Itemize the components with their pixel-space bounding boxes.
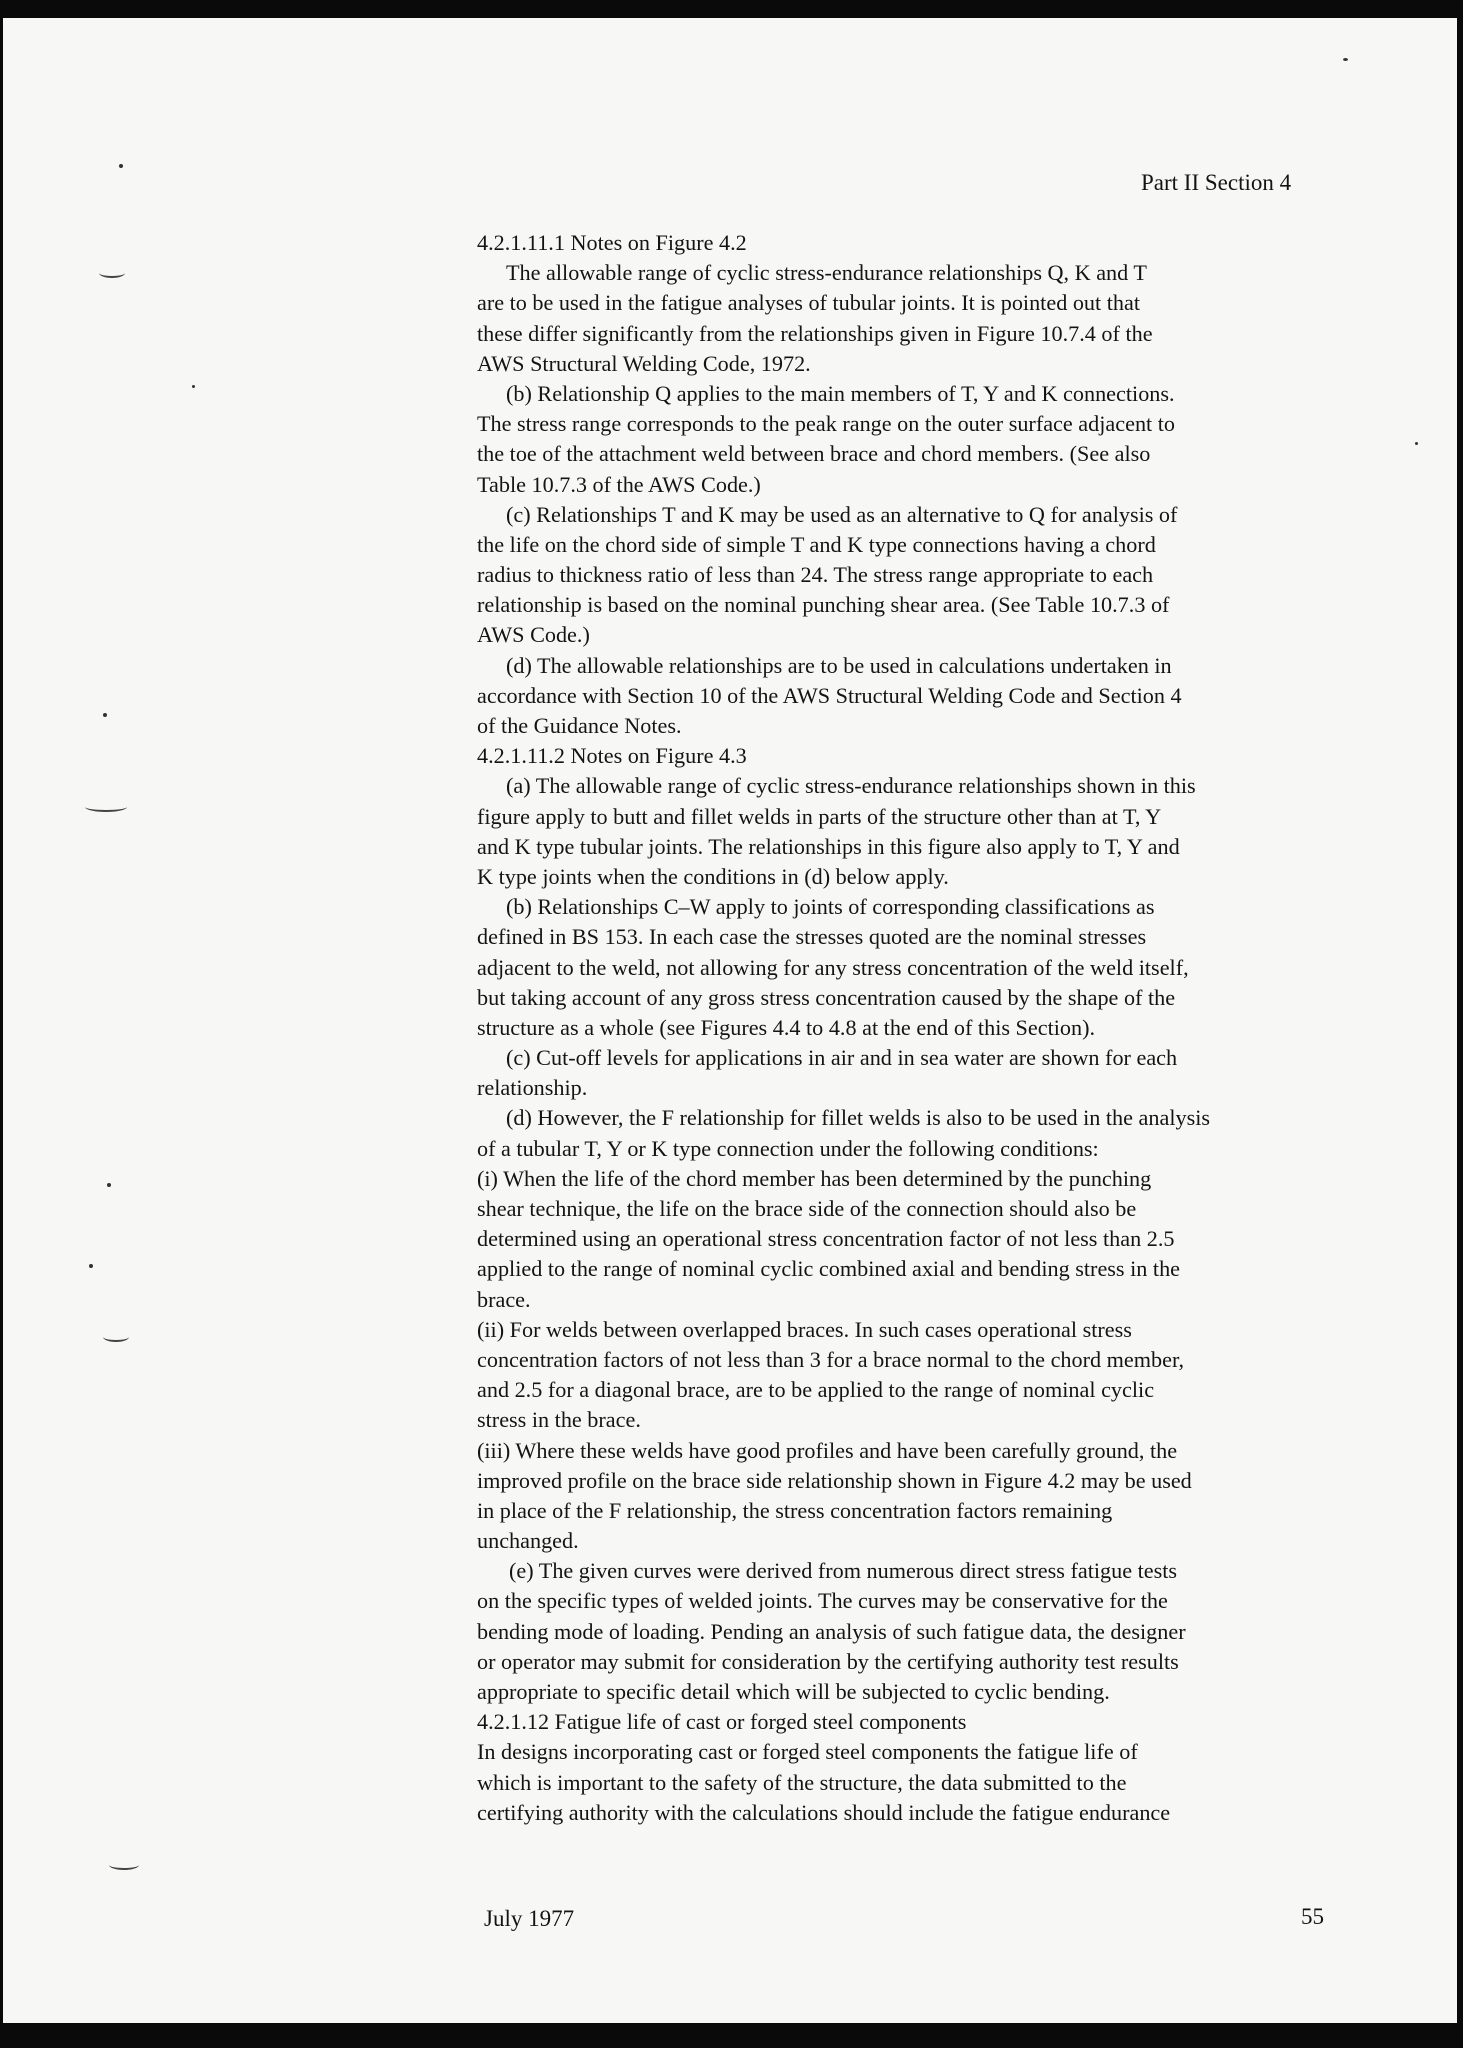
- text-line: concentration factors of not less than 3 for a brace normal to the chord member,: [477, 1346, 1184, 1372]
- text-line: (c) Relationships T and K may be used as an alternative to Q for analysis of: [506, 501, 1178, 527]
- text-line: but taking account of any gross stress concentration caused by the shape of the: [477, 984, 1176, 1010]
- document-page: [3, 18, 1457, 2023]
- scan-speck: [192, 385, 195, 388]
- text-line: of the Guidance Notes.: [477, 713, 682, 738]
- text-line: and 2.5 for a diagonal brace, are to be applied to the range of nominal cyclic: [477, 1377, 1155, 1403]
- text-line: 4.2.1.11.1 Notes on Figure 4.2: [477, 230, 747, 255]
- margin-mark: [103, 1332, 129, 1342]
- text-line: (c) Cut-off levels for applications in air and in sea water are shown for each: [506, 1045, 1178, 1071]
- margin-mark: [85, 802, 127, 812]
- text-line: on the specific types of welded joints. The curves may be conservative for the: [477, 1588, 1168, 1614]
- text-line: the life on the chord side of simple T and K type connections having a chord: [477, 531, 1156, 557]
- margin-mark: [109, 1860, 139, 1870]
- text-line: (a) The allowable range of cyclic stress-endurance relationships shown in this: [506, 773, 1196, 799]
- text-line: unchanged.: [477, 1528, 579, 1554]
- text-line: In designs incorporating cast or forged steel components the fatigue life of: [477, 1739, 1138, 1765]
- text-line: (e) The given curves were derived from numerous direct stress fatigue tests: [509, 1558, 1178, 1584]
- text-line: brace.: [477, 1286, 531, 1312]
- text-line: Table 10.7.3 of the AWS Code.): [477, 471, 761, 497]
- text-line: bending mode of loading. Pending an analysis of such fatigue data, the designer: [477, 1618, 1186, 1644]
- text-line: and K type tubular joints. The relationships in this figure also apply to T, Y and: [477, 833, 1180, 859]
- text-line: these differ significantly from the relationships given in Figure 10.7.4 of the: [477, 320, 1153, 346]
- text-line: 4.2.1.11.2 Notes on Figure 4.3: [477, 743, 747, 769]
- margin-mark: [99, 268, 125, 278]
- text-line: defined in BS 153. In each case the stresses quoted are the nominal stresses: [477, 924, 1147, 950]
- text-line: (iii) Where these welds have good profiles and have been carefully ground, the: [477, 1437, 1178, 1463]
- text-line: (b) Relationships C–W apply to joints of corresponding classifications as: [506, 894, 1155, 920]
- text-line: (b) Relationship Q applies to the main members of T, Y and K connections.: [506, 380, 1175, 406]
- text-line: radius to thickness ratio of less than 24. The stress range appropriate to each: [477, 562, 1154, 588]
- text-line: determined using an operational stress concentration factor of not less than 2.5: [477, 1226, 1175, 1252]
- text-line: shear technique, the life on the brace side of the connection should also be: [477, 1196, 1137, 1221]
- text-line: relationship.: [477, 1075, 588, 1101]
- text-line: in place of the F relationship, the stress concentration factors remaining: [477, 1497, 1113, 1523]
- text-line: The allowable range of cyclic stress-endurance relationships Q, K and T: [506, 260, 1147, 286]
- text-line: certifying authority with the calculations should include the fatigue endurance: [477, 1799, 1171, 1825]
- text-line: the toe of the attachment weld between brace and chord members. (See also: [477, 441, 1151, 467]
- text-line: stress in the brace.: [477, 1407, 641, 1433]
- text-line: The stress range corresponds to the peak range on the outer surface adjacent to: [477, 411, 1176, 437]
- body-text: [477, 228, 1337, 1828]
- text-line: applied to the range of nominal cyclic combined axial and bending stress in the: [477, 1256, 1181, 1282]
- scan-speck: [107, 1183, 111, 1187]
- text-line: which is important to the safety of the structure, the data submitted to the: [477, 1769, 1127, 1795]
- text-line: accordance with Section 10 of the AWS Structural Welding Code and Section 4: [477, 682, 1182, 708]
- text-line: (ii) For welds between overlapped braces. In such cases operational stress: [477, 1316, 1132, 1342]
- text-line: or operator may submit for consideration by the certifying authority test results: [477, 1648, 1179, 1674]
- page-number: 55: [1301, 1904, 1324, 1929]
- text-line: of a tubular T, Y or K type connection under the following conditions:: [477, 1135, 1099, 1161]
- text-line: (i) When the life of the chord member has been determined by the punching: [477, 1165, 1152, 1191]
- scan-speck: [1415, 442, 1418, 445]
- text-line: improved profile on the brace side relationship shown in Figure 4.2 may be used: [477, 1467, 1192, 1493]
- text-line: K type joints when the conditions in (d) below apply.: [477, 863, 949, 889]
- section-header: Part II Section 4: [1141, 170, 1292, 195]
- text-line: structure as a whole (see Figures 4.4 to 4.8 at the end of this Section).: [477, 1014, 1096, 1040]
- scan-speck: [119, 164, 123, 168]
- scan-speck: [89, 1264, 93, 1268]
- text-line: 4.2.1.12 Fatigue life of cast or forged steel components: [477, 1709, 967, 1735]
- text-line: (d) However, the F relationship for fillet welds is also to be used in the analysis: [506, 1105, 1211, 1131]
- scan-speck: [1343, 58, 1348, 61]
- text-line: appropriate to specific detail which will be subjected to cyclic bending.: [477, 1679, 1110, 1704]
- text-line: AWS Structural Welding Code, 1972.: [477, 350, 811, 376]
- text-line: adjacent to the weld, not allowing for any stress concentration of the weld itself,: [477, 954, 1189, 980]
- text-line: are to be used in the fatigue analyses of tubular joints. It is pointed out that: [477, 290, 1141, 316]
- text-line: AWS Code.): [477, 622, 590, 648]
- text-line: (d) The allowable relationships are to be used in calculations undertaken in: [506, 652, 1172, 678]
- text-line: relationship is based on the nominal punching shear area. (See Table 10.7.3 of: [477, 592, 1170, 618]
- scan-speck: [103, 713, 107, 717]
- footer-date: July 1977: [484, 1906, 575, 1931]
- text-line: figure apply to butt and fillet welds in parts of the structure other than at T, Y: [477, 803, 1162, 829]
